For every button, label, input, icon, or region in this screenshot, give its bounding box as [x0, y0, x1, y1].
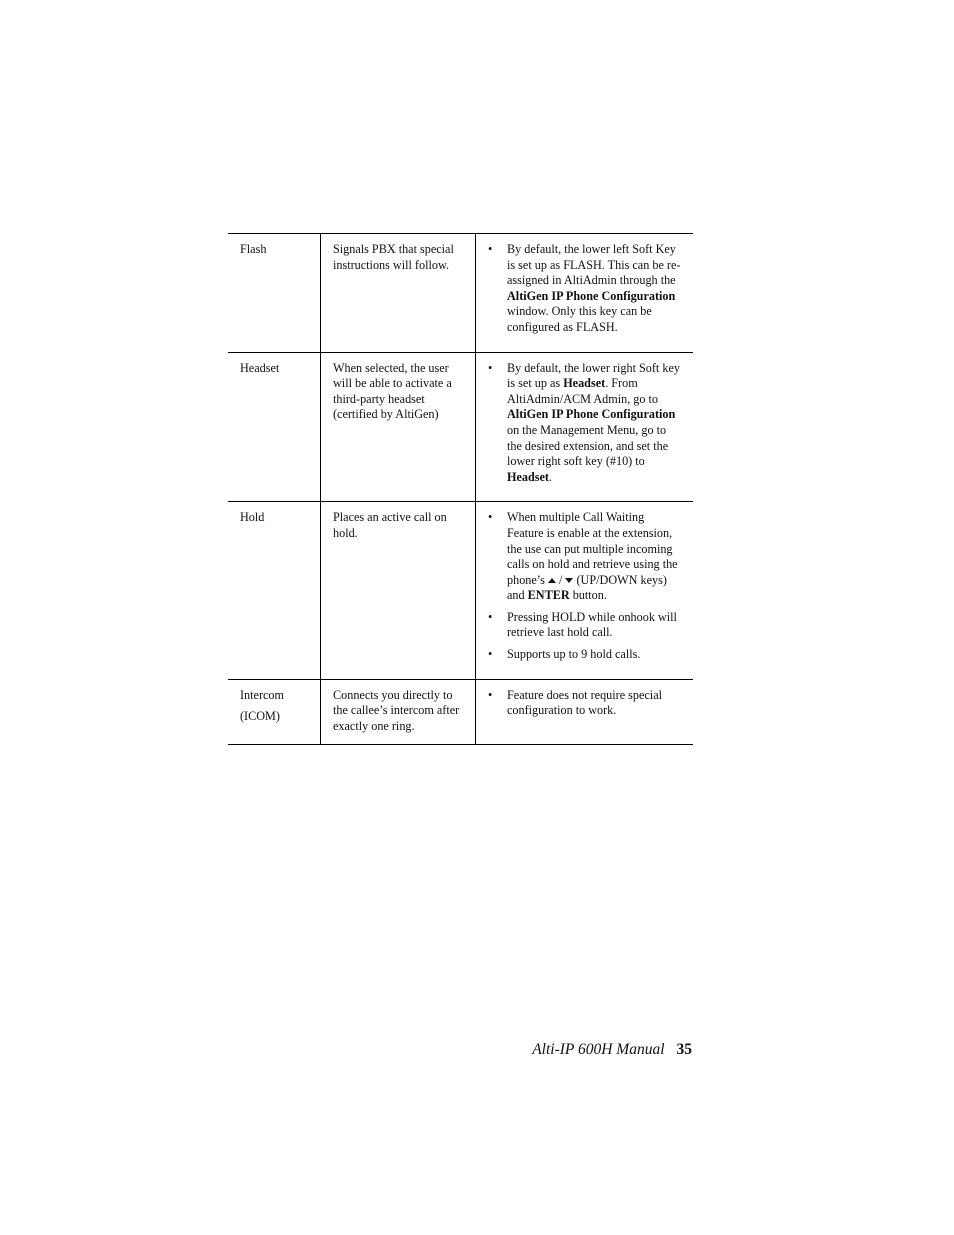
feature-name: Intercom	[240, 687, 284, 702]
feature-description-cell	[321, 352, 476, 502]
feature-table	[228, 233, 693, 745]
note-text: Feature does not require special configuration to work.	[507, 687, 662, 718]
note-text: window. Only this key can be configured as FLASH.	[507, 304, 652, 334]
note-text: (UP/DOWN keys) and	[507, 572, 667, 603]
note-text: Pressing HOLD while onhook will retrieve last hold call.	[507, 609, 677, 640]
note-text-bold: ENTER	[527, 588, 570, 603]
note-text: Supports up to 9 hold calls.	[507, 647, 641, 662]
feature-name: Hold	[240, 510, 265, 525]
note-text: on the Management Menu, go to the desired extension, and set the lower right soft key (#10) to	[507, 422, 669, 469]
note-item	[488, 361, 683, 486]
feature-name-cell	[228, 234, 321, 353]
page-footer	[532, 1041, 692, 1059]
note-item	[488, 242, 683, 336]
note-text: By default, the lower left Soft Key is set up as FLASH. This can be re-assigned in AltiAdmin through the	[507, 242, 681, 288]
notes-list	[488, 361, 683, 486]
feature-description: Connects you directly to the callee’s intercom after exactly one ring.	[333, 687, 460, 733]
note-text: button.	[569, 588, 607, 603]
up-arrow-icon	[548, 578, 556, 583]
notes-list	[488, 510, 683, 662]
table-row	[228, 352, 693, 502]
note-text-bold: Headset	[563, 376, 606, 391]
note-text: /	[555, 572, 566, 587]
note-item	[488, 647, 683, 663]
feature-notes-cell	[476, 679, 694, 745]
feature-name-cell	[228, 679, 321, 745]
feature-description: When selected, the user will be able to activate a third-party headset (certified by AltiGen)	[333, 360, 452, 422]
page-number: 35	[676, 1041, 692, 1058]
feature-description: Signals PBX that special instructions will follow.	[333, 242, 454, 272]
note-item	[488, 510, 683, 604]
table-row	[228, 234, 693, 353]
feature-alias: (ICOM)	[240, 709, 280, 724]
feature-description-cell	[321, 502, 476, 679]
manual-title: Alti-IP 600H Manual	[532, 1041, 665, 1058]
feature-description-cell	[321, 234, 476, 353]
feature-notes-cell	[476, 502, 694, 679]
feature-notes-cell	[476, 352, 694, 502]
notes-list	[488, 242, 683, 336]
note-text: . From AltiAdmin/ACM Admin, go to	[507, 376, 659, 406]
feature-description: Places an active call on hold.	[333, 510, 447, 540]
table-row	[228, 679, 693, 745]
feature-name-cell	[228, 502, 321, 679]
feature-name-cell	[228, 352, 321, 502]
note-item	[488, 610, 683, 641]
feature-name: Flash	[240, 242, 267, 256]
note-item	[488, 688, 683, 719]
feature-description-cell	[321, 679, 476, 745]
note-text-bold: AltiGen IP Phone Configuration	[507, 288, 676, 303]
feature-name: Headset	[240, 360, 280, 375]
note-text: When multiple Call Waiting Feature is enable at the extension, the use can put multiple incoming calls on hold and retrieve using the phone’s	[507, 510, 678, 587]
feature-notes-cell	[476, 234, 694, 353]
note-text-bold: Headset	[507, 469, 549, 484]
notes-list	[488, 688, 683, 719]
note-text-bold: AltiGen IP Phone Configuration	[507, 407, 676, 422]
table-row	[228, 502, 693, 679]
note-text: By default, the lower right Soft key is set up as	[507, 360, 680, 391]
note-text: .	[548, 469, 553, 484]
